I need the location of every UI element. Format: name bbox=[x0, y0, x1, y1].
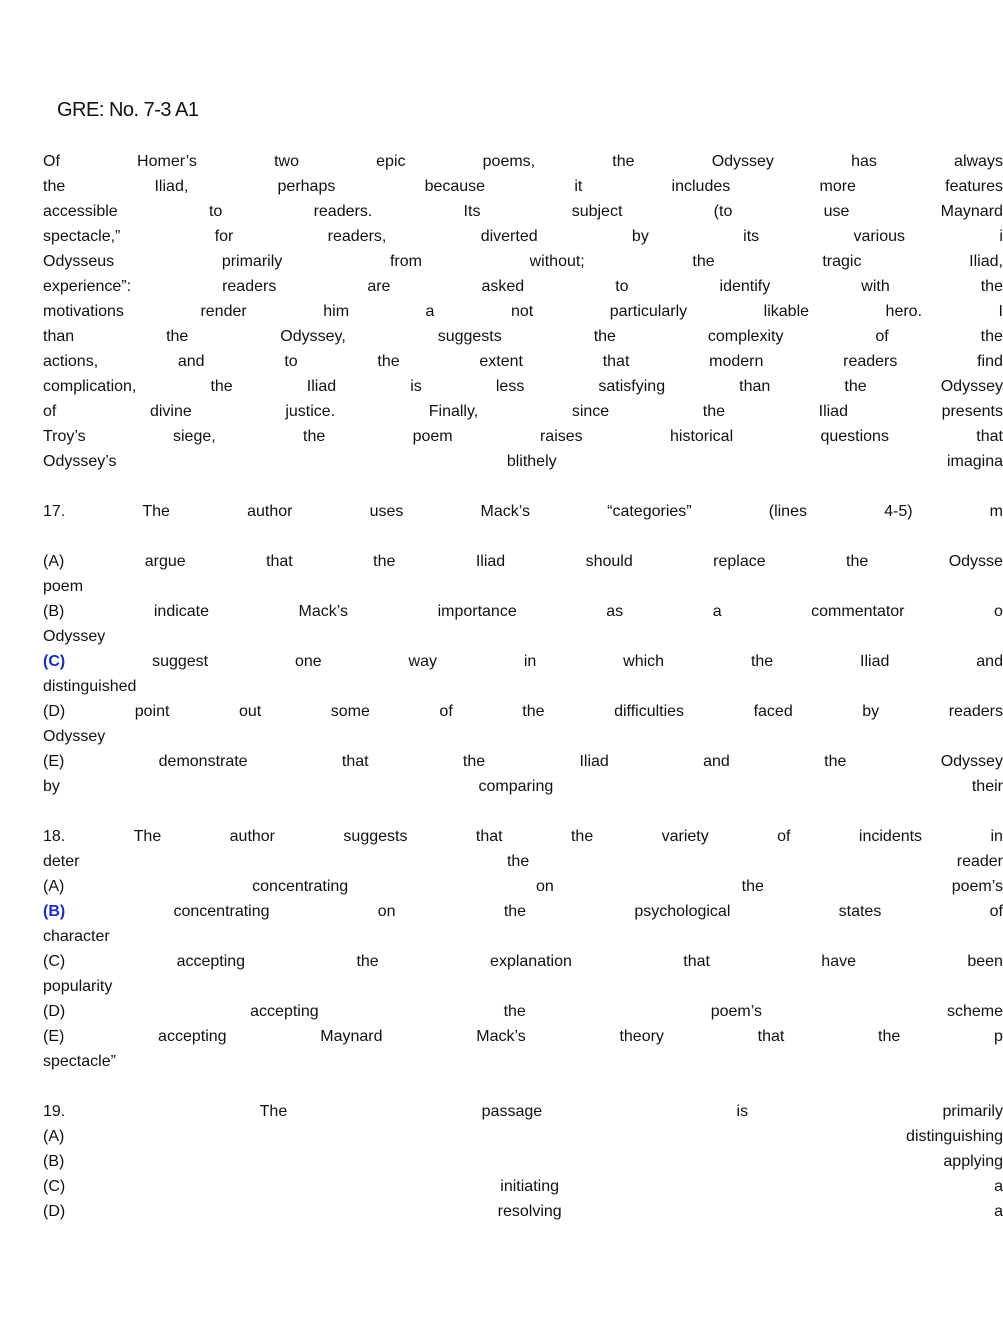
word: to bbox=[615, 278, 629, 295]
word: that bbox=[757, 1028, 785, 1045]
text-line bbox=[43, 778, 1003, 800]
word: and bbox=[177, 353, 205, 370]
text-line bbox=[43, 153, 1003, 175]
word: psychological bbox=[634, 903, 731, 920]
word: “categories” bbox=[607, 503, 692, 520]
word: that bbox=[602, 353, 630, 370]
word: the bbox=[303, 428, 326, 445]
word: Iliad, bbox=[969, 253, 1003, 270]
word: since bbox=[571, 403, 610, 420]
word: a bbox=[425, 303, 435, 320]
word: epic bbox=[376, 153, 406, 170]
word: initiating bbox=[500, 1178, 559, 1195]
word: render bbox=[200, 303, 247, 320]
word: (D) bbox=[43, 1203, 66, 1220]
text-line bbox=[43, 653, 1003, 675]
word: and bbox=[976, 653, 1003, 670]
word: perhaps bbox=[277, 178, 336, 195]
word: less bbox=[495, 378, 525, 395]
word: the bbox=[878, 1028, 901, 1045]
word: always bbox=[954, 153, 1003, 170]
word: popularity bbox=[43, 978, 113, 995]
word: by bbox=[631, 228, 649, 245]
word: the bbox=[522, 703, 545, 720]
word: the bbox=[43, 178, 66, 195]
word: incidents bbox=[858, 828, 923, 845]
word: readers. bbox=[313, 203, 373, 220]
word: passage bbox=[481, 1103, 543, 1120]
text-line bbox=[43, 1103, 1003, 1125]
word: distinguishing bbox=[906, 1128, 1003, 1145]
text-line bbox=[43, 403, 1003, 425]
word: distinguished bbox=[43, 678, 137, 695]
word: concentrating bbox=[252, 878, 349, 895]
text-line bbox=[43, 753, 1003, 775]
page-title: GRE: No. 7-3 A1 bbox=[57, 99, 199, 121]
text-line bbox=[43, 553, 1003, 575]
text-line bbox=[43, 578, 1003, 600]
word: satisfying bbox=[598, 378, 666, 395]
word: accepting bbox=[176, 953, 246, 970]
word: accepting bbox=[158, 1028, 227, 1045]
text-line bbox=[43, 978, 1003, 1000]
text-line bbox=[43, 278, 1003, 300]
word: of bbox=[875, 328, 889, 345]
word: Odyssey bbox=[43, 628, 106, 645]
word: indicate bbox=[153, 603, 210, 620]
text-line bbox=[43, 178, 1003, 200]
word: Odyssey bbox=[940, 753, 1003, 770]
word: on bbox=[536, 878, 554, 895]
text-line bbox=[43, 453, 1003, 475]
word: Iliad bbox=[818, 403, 848, 420]
answer-marker: (C) bbox=[43, 653, 66, 670]
word: accessible bbox=[43, 203, 118, 220]
word: primarily bbox=[221, 253, 283, 270]
text-line bbox=[43, 1178, 1003, 1200]
text-line bbox=[43, 603, 1003, 625]
word: readers bbox=[843, 353, 898, 370]
word: are bbox=[367, 278, 391, 295]
word: states bbox=[838, 903, 882, 920]
word: a bbox=[994, 1178, 1003, 1195]
word: two bbox=[274, 153, 299, 170]
word: for bbox=[214, 228, 234, 245]
word: the bbox=[750, 653, 774, 670]
word: (B) bbox=[43, 1153, 65, 1170]
word: spectacle” bbox=[43, 1053, 116, 1070]
word: than bbox=[739, 378, 771, 395]
word: it bbox=[574, 178, 583, 195]
word: accepting bbox=[250, 1003, 319, 1020]
word: that bbox=[341, 753, 369, 770]
word: historical bbox=[669, 428, 734, 445]
word: (A) bbox=[43, 553, 65, 570]
word: with bbox=[861, 278, 890, 295]
word: should bbox=[585, 553, 633, 570]
word: Odyssey bbox=[43, 728, 106, 745]
word: Odyssey, bbox=[280, 328, 346, 345]
word: as bbox=[606, 603, 624, 620]
word: (D) bbox=[43, 703, 66, 720]
word: the bbox=[980, 278, 1003, 295]
text-line bbox=[43, 903, 1003, 925]
word: various bbox=[853, 228, 906, 245]
word: Odyssey’s bbox=[43, 453, 117, 470]
word: o bbox=[994, 603, 1003, 620]
word: 17. bbox=[43, 503, 66, 520]
word: is bbox=[410, 378, 422, 395]
word: Maynard bbox=[320, 1028, 383, 1045]
word: 19. bbox=[43, 1103, 66, 1120]
word: the bbox=[503, 1003, 526, 1020]
word: questions bbox=[820, 428, 889, 445]
word: commentator bbox=[811, 603, 905, 620]
word: more bbox=[819, 178, 856, 195]
word: that bbox=[266, 553, 293, 570]
word: i bbox=[999, 228, 1003, 245]
word: (A) bbox=[43, 1128, 65, 1145]
word: suggest bbox=[152, 653, 209, 670]
word: character bbox=[43, 928, 110, 945]
word: poem bbox=[43, 578, 84, 595]
word: the bbox=[702, 403, 726, 420]
word: experience”: bbox=[43, 278, 132, 295]
word: uses bbox=[369, 503, 404, 520]
word: Of bbox=[43, 153, 60, 170]
word: extent bbox=[479, 353, 523, 370]
word: presents bbox=[941, 403, 1003, 420]
word: complication, bbox=[43, 378, 137, 395]
text-line bbox=[43, 353, 1003, 375]
word: Odysseus bbox=[43, 253, 115, 270]
word: the bbox=[593, 328, 616, 345]
word: (B) bbox=[43, 603, 65, 620]
word: (C) bbox=[43, 953, 66, 970]
word: actions, bbox=[43, 353, 99, 370]
word: the bbox=[570, 828, 594, 845]
word: imagina bbox=[946, 453, 1003, 470]
word: features bbox=[945, 178, 1003, 195]
word: to bbox=[208, 203, 223, 220]
word: Mack’s bbox=[476, 1028, 526, 1045]
word: that bbox=[976, 428, 1003, 445]
word: is bbox=[736, 1103, 749, 1120]
word: tragic bbox=[822, 253, 862, 270]
word: Mack’s bbox=[480, 503, 530, 520]
word: the bbox=[824, 753, 847, 770]
text-line bbox=[43, 1203, 1003, 1225]
word: and bbox=[703, 753, 730, 770]
word: siege, bbox=[173, 428, 216, 445]
word: Iliad bbox=[579, 753, 609, 770]
word: out bbox=[238, 703, 262, 720]
word: point bbox=[134, 703, 170, 720]
word: Odysse bbox=[948, 553, 1003, 570]
word: on bbox=[377, 903, 396, 920]
text-line bbox=[43, 828, 1003, 850]
word: Odyssey bbox=[711, 153, 774, 170]
word: of bbox=[439, 703, 453, 720]
word: comparing bbox=[478, 778, 554, 795]
word: asked bbox=[481, 278, 525, 295]
word: author bbox=[247, 503, 293, 520]
word: diverted bbox=[480, 228, 538, 245]
word: applying bbox=[943, 1153, 1003, 1170]
word: particularly bbox=[609, 303, 688, 320]
word: complexity bbox=[707, 328, 784, 345]
word: the bbox=[166, 328, 189, 345]
word: divine bbox=[149, 403, 192, 420]
word: includes bbox=[671, 178, 731, 195]
word: the bbox=[846, 553, 869, 570]
word: 18. bbox=[43, 828, 66, 845]
word: replace bbox=[713, 553, 766, 570]
word: (to bbox=[713, 203, 733, 220]
word: Maynard bbox=[940, 203, 1003, 220]
word: (E) bbox=[43, 1028, 65, 1045]
word: (A) bbox=[43, 878, 65, 895]
word: I bbox=[998, 303, 1003, 320]
word: the bbox=[612, 153, 635, 170]
word: The bbox=[259, 1103, 288, 1120]
word: The bbox=[133, 828, 162, 845]
word: the bbox=[692, 253, 715, 270]
text-line bbox=[43, 1028, 1003, 1050]
word: reader bbox=[956, 853, 1003, 870]
word: has bbox=[851, 153, 877, 170]
word: Odyssey bbox=[940, 378, 1003, 395]
word: deter bbox=[43, 853, 80, 870]
word: p bbox=[994, 1028, 1003, 1045]
word: resolving bbox=[497, 1203, 562, 1220]
word: subject bbox=[571, 203, 623, 220]
word: spectacle,” bbox=[43, 228, 121, 245]
word: difficulties bbox=[614, 703, 685, 720]
text-line bbox=[43, 253, 1003, 275]
text-line bbox=[43, 1128, 1003, 1150]
word: their bbox=[971, 778, 1003, 795]
word: one bbox=[294, 653, 322, 670]
word: the bbox=[741, 878, 764, 895]
text-line bbox=[43, 203, 1003, 225]
word: the bbox=[356, 953, 379, 970]
word: poem’s bbox=[710, 1003, 763, 1020]
word: (lines bbox=[768, 503, 807, 520]
word: by bbox=[43, 778, 60, 795]
text-line bbox=[43, 503, 1003, 525]
word: poem bbox=[412, 428, 453, 445]
word: m bbox=[989, 503, 1003, 520]
word: find bbox=[977, 353, 1003, 370]
word: in bbox=[990, 828, 1003, 845]
word: been bbox=[967, 953, 1003, 970]
text-line bbox=[43, 628, 1003, 650]
word: argue bbox=[144, 553, 186, 570]
word: use bbox=[823, 203, 850, 220]
word: the bbox=[462, 753, 486, 770]
word: the bbox=[506, 853, 530, 870]
text-line bbox=[43, 953, 1003, 975]
word: (E) bbox=[43, 753, 65, 770]
word: in bbox=[523, 653, 537, 670]
word: him bbox=[323, 303, 350, 320]
word: Iliad bbox=[306, 378, 337, 395]
word: of bbox=[777, 828, 791, 845]
word: Troy’s bbox=[43, 428, 86, 445]
word: raises bbox=[539, 428, 583, 445]
word: way bbox=[408, 653, 437, 670]
word: the bbox=[844, 378, 867, 395]
word: Iliad, bbox=[154, 178, 189, 195]
word: (C) bbox=[43, 1178, 66, 1195]
word: of bbox=[989, 903, 1003, 920]
word: 4-5) bbox=[884, 503, 913, 520]
word: than bbox=[43, 328, 75, 345]
word: readers bbox=[222, 278, 277, 295]
word: variety bbox=[661, 828, 709, 845]
text-line bbox=[43, 228, 1003, 250]
word: poem’s bbox=[951, 878, 1003, 895]
word: of bbox=[43, 403, 57, 420]
text-line bbox=[43, 853, 1003, 875]
word: primarily bbox=[942, 1103, 1003, 1120]
word: that bbox=[683, 953, 710, 970]
word: blithely bbox=[506, 453, 557, 470]
word: because bbox=[424, 178, 486, 195]
text-line bbox=[43, 678, 1003, 700]
word: have bbox=[821, 953, 856, 970]
word: which bbox=[623, 653, 665, 670]
word: poems, bbox=[482, 153, 536, 170]
text-line bbox=[43, 428, 1003, 450]
word: (D) bbox=[43, 1003, 66, 1020]
word: that bbox=[475, 828, 503, 845]
text-line bbox=[43, 1053, 1003, 1075]
text-line bbox=[43, 378, 1003, 400]
word: scheme bbox=[946, 1003, 1003, 1020]
word: importance bbox=[437, 603, 517, 620]
text-line bbox=[43, 1003, 1003, 1025]
word: the bbox=[373, 553, 396, 570]
word: readers bbox=[948, 703, 1003, 720]
word: Iliad bbox=[475, 553, 506, 570]
word: Its bbox=[463, 203, 481, 220]
word: motivations bbox=[43, 303, 124, 320]
text-line bbox=[43, 703, 1003, 725]
word: identify bbox=[719, 278, 771, 295]
word: Mack’s bbox=[298, 603, 349, 620]
word: the bbox=[377, 353, 400, 370]
word: justice. bbox=[285, 403, 336, 420]
word: Iliad bbox=[860, 653, 890, 670]
word: from bbox=[389, 253, 422, 270]
word: to bbox=[284, 353, 298, 370]
text-line bbox=[43, 878, 1003, 900]
word: the bbox=[503, 903, 527, 920]
word: suggests bbox=[437, 328, 502, 345]
word: a bbox=[712, 603, 722, 620]
word: faced bbox=[753, 703, 793, 720]
word: the bbox=[210, 378, 233, 395]
word: likable bbox=[763, 303, 810, 320]
word: without; bbox=[529, 253, 585, 270]
text-line bbox=[43, 1153, 1003, 1175]
word: Finally, bbox=[428, 403, 479, 420]
word: the bbox=[980, 328, 1003, 345]
word: a bbox=[994, 1203, 1003, 1220]
text-line bbox=[43, 928, 1003, 950]
word: some bbox=[330, 703, 370, 720]
word: modern bbox=[709, 353, 764, 370]
word: by bbox=[862, 703, 880, 720]
word: author bbox=[229, 828, 276, 845]
text-line bbox=[43, 328, 1003, 350]
word: theory bbox=[619, 1028, 664, 1045]
word: concentrating bbox=[173, 903, 270, 920]
word: demonstrate bbox=[158, 753, 248, 770]
word: Homer’s bbox=[137, 153, 197, 170]
word: The bbox=[142, 503, 170, 520]
word: its bbox=[743, 228, 760, 245]
word: suggests bbox=[343, 828, 408, 845]
word: hero. bbox=[885, 303, 923, 320]
word: readers, bbox=[327, 228, 387, 245]
text-line bbox=[43, 303, 1003, 325]
text-line bbox=[43, 728, 1003, 750]
word: not bbox=[510, 303, 534, 320]
answer-marker: (B) bbox=[43, 903, 66, 920]
word: explanation bbox=[490, 953, 572, 970]
